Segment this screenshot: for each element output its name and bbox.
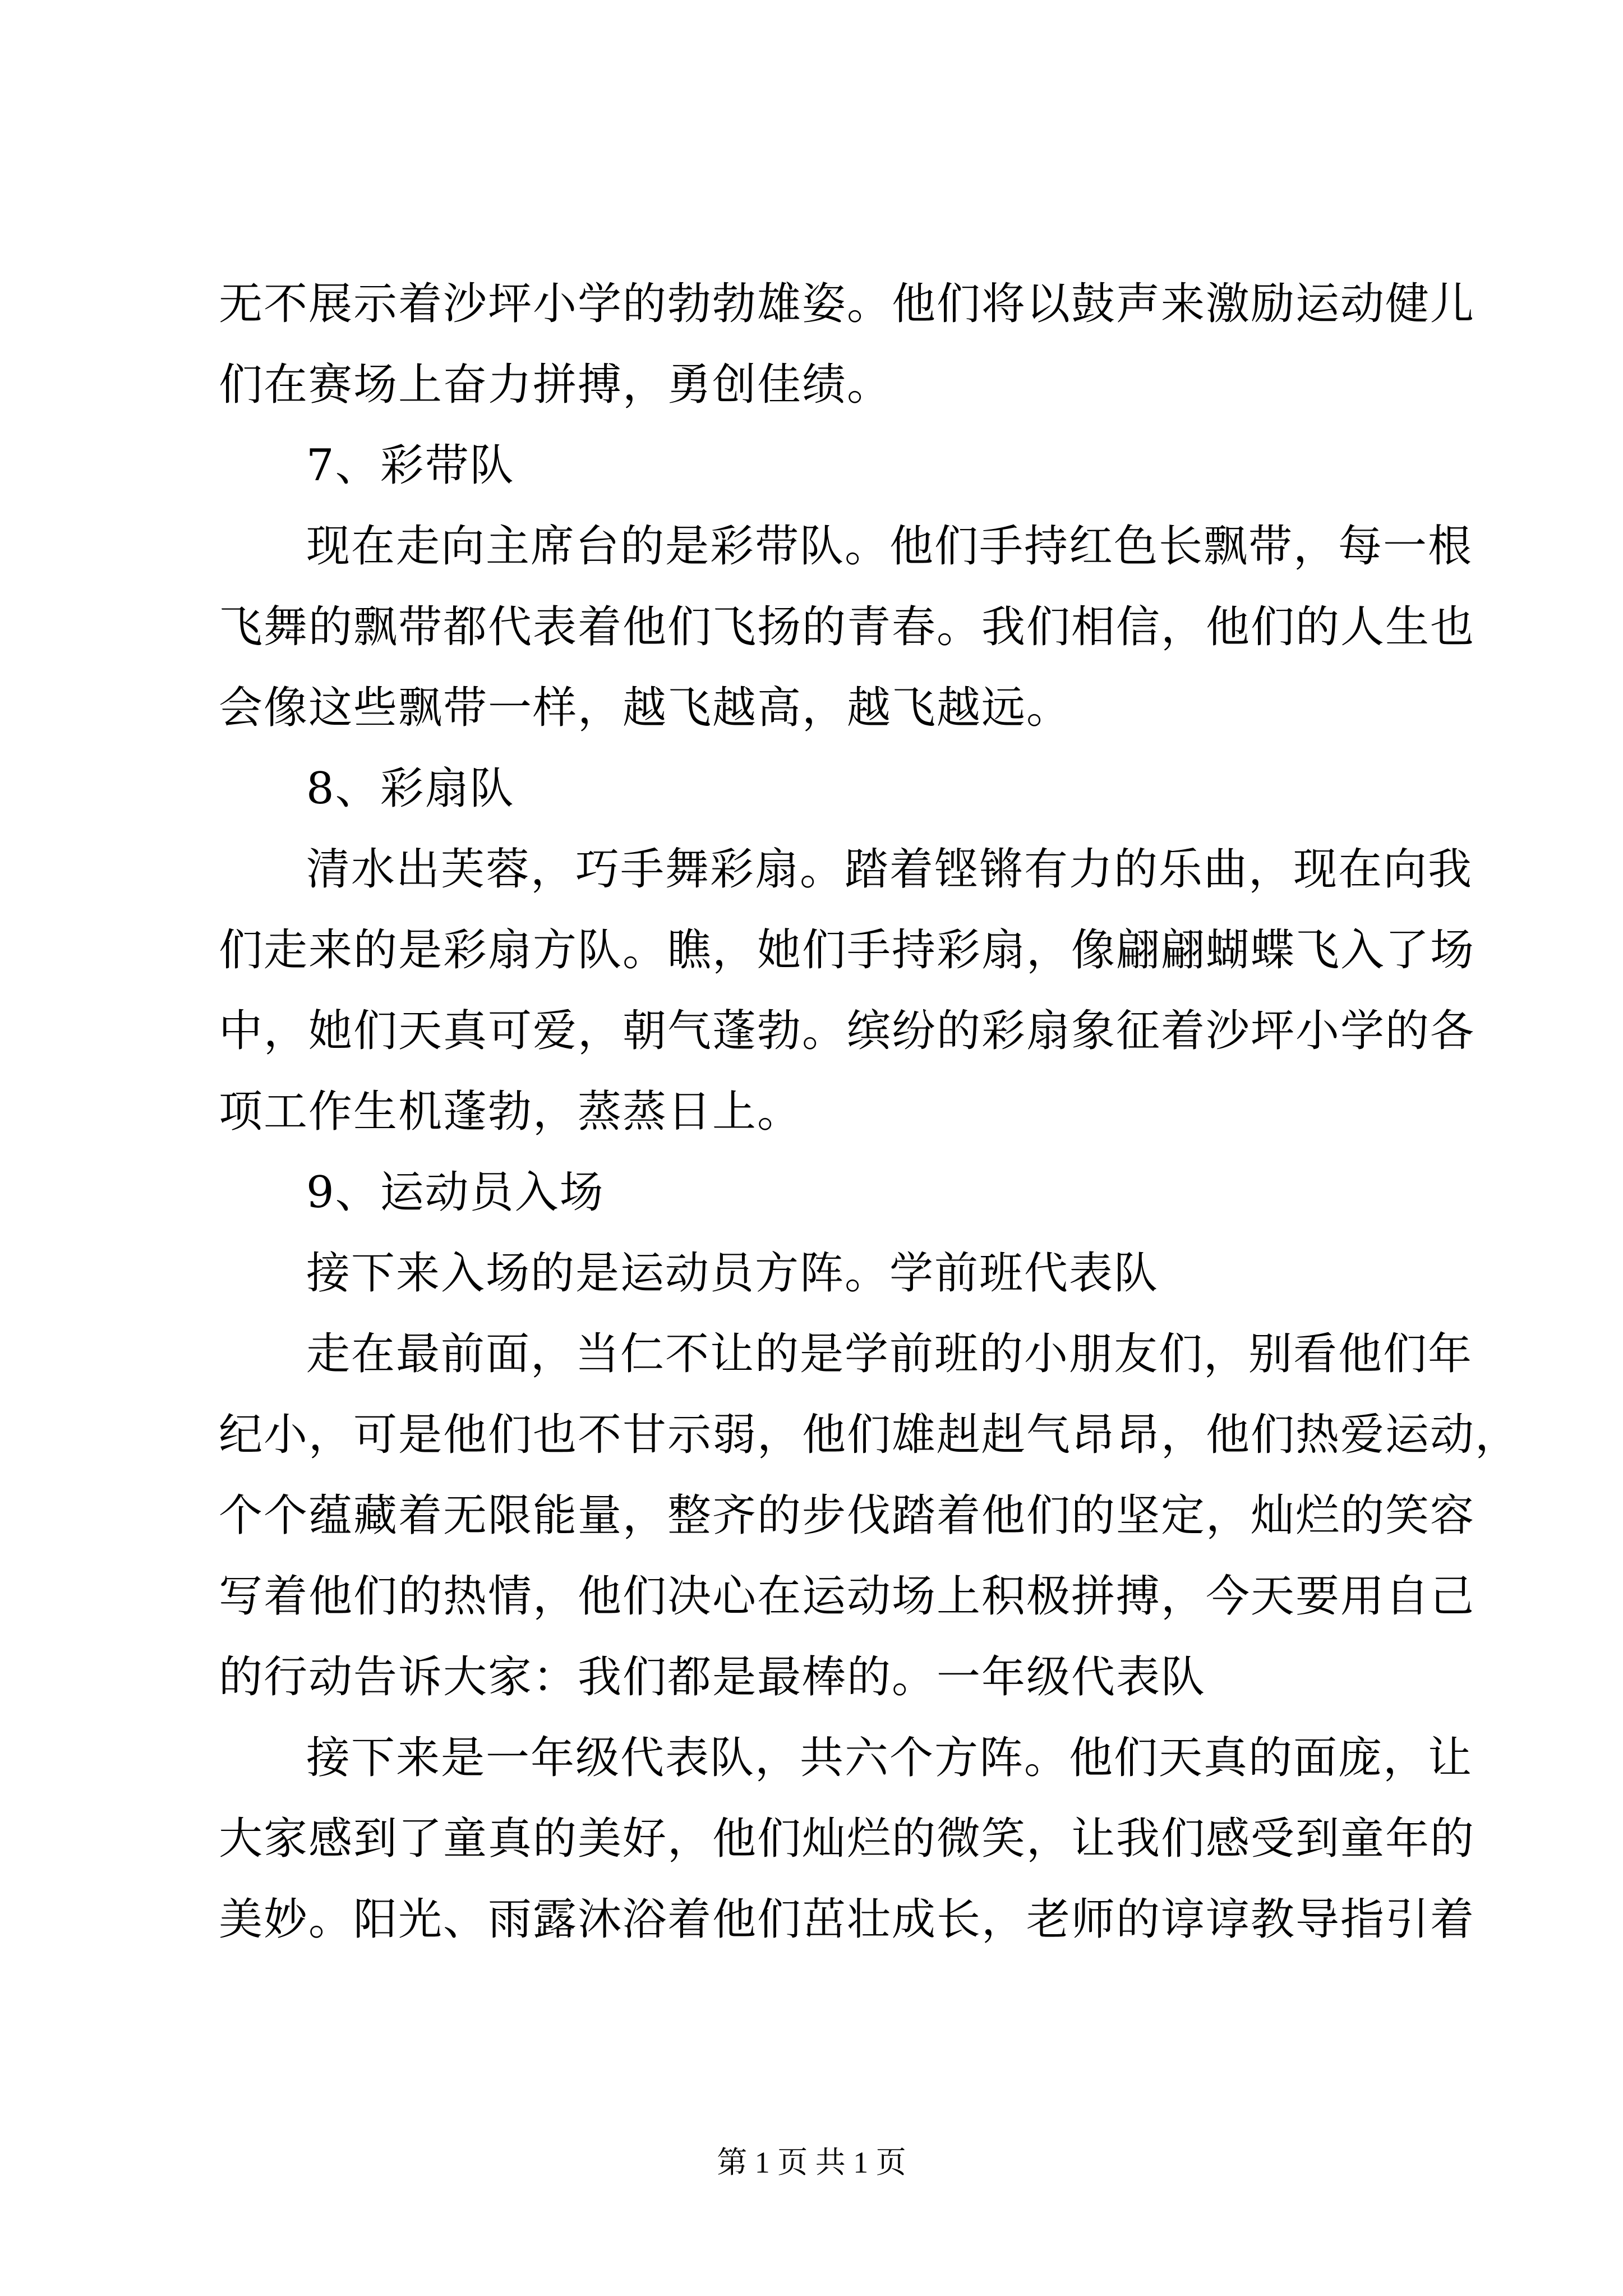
- document-body: [219, 264, 1520, 1960]
- text-line: 项工作生机蓬勃，蒸蒸日上。: [219, 1087, 803, 1137]
- text-line: 们走来的是彩扇方队。瞧，她们手持彩扇，像翩翩蝴蝶飞入了场: [219, 925, 1476, 976]
- text-line: 清水出芙蓉，巧手舞彩扇。踏着铿锵有力的乐曲，现在向我: [306, 844, 1473, 895]
- text-line: 走在最前面，当仁不让的是学前班的小朋友们，别看他们年: [306, 1329, 1473, 1379]
- text-line: 接下来是一年级代表队，共六个方阵。他们天真的面庞，让: [306, 1733, 1473, 1783]
- text-line: 纪小，可是他们也不甘示弱，他们雄赳赳气昂昂，他们热爱运动，: [219, 1410, 1520, 1460]
- section-heading: 8、彩扇队: [306, 763, 515, 814]
- text-line: 会像这些飘带一样，越飞越高，越飞越远。: [219, 683, 1072, 733]
- text-line: 现在走向主席台的是彩带队。他们手持红色长飘带，每一根: [306, 521, 1473, 572]
- section-heading: 7、彩带队: [306, 440, 515, 491]
- page-footer: 第 1 页 共 1 页: [717, 2146, 906, 2179]
- text-line: 们在赛场上奋力拼搏，勇创佳绩。: [219, 360, 892, 410]
- text-line: 飞舞的飘带都代表着他们飞扬的青春。我们相信，他们的人生也: [219, 602, 1476, 652]
- text-line: 美妙。阳光、雨露沐浴着他们茁壮成长，老师的谆谆教导指引着: [219, 1894, 1476, 1945]
- text-line: 个个蕴藏着无限能量，整齐的步伐踏着他们的坚定，灿烂的笑容: [219, 1490, 1476, 1541]
- text-line: 接下来入场的是运动员方阵。学前班代表队: [306, 1248, 1159, 1299]
- section-heading: 9、运动员入场: [306, 1167, 605, 1218]
- text-line: 的行动告诉大家：我们都是最棒的。一年级代表队: [219, 1652, 1206, 1703]
- text-line: 写着他们的热情，他们决心在运动场上积极拼搏，今天要用自己: [219, 1571, 1476, 1622]
- text-line: 无不展示着沙坪小学的勃勃雄姿。他们将以鼓声来激励运动健儿: [219, 279, 1476, 329]
- text-line: 大家感到了童真的美好，他们灿烂的微笑，让我们感受到童年的: [219, 1814, 1476, 1864]
- text-line: 中，她们天真可爱，朝气蓬勃。缤纷的彩扇象征着沙坪小学的各: [219, 1006, 1476, 1056]
